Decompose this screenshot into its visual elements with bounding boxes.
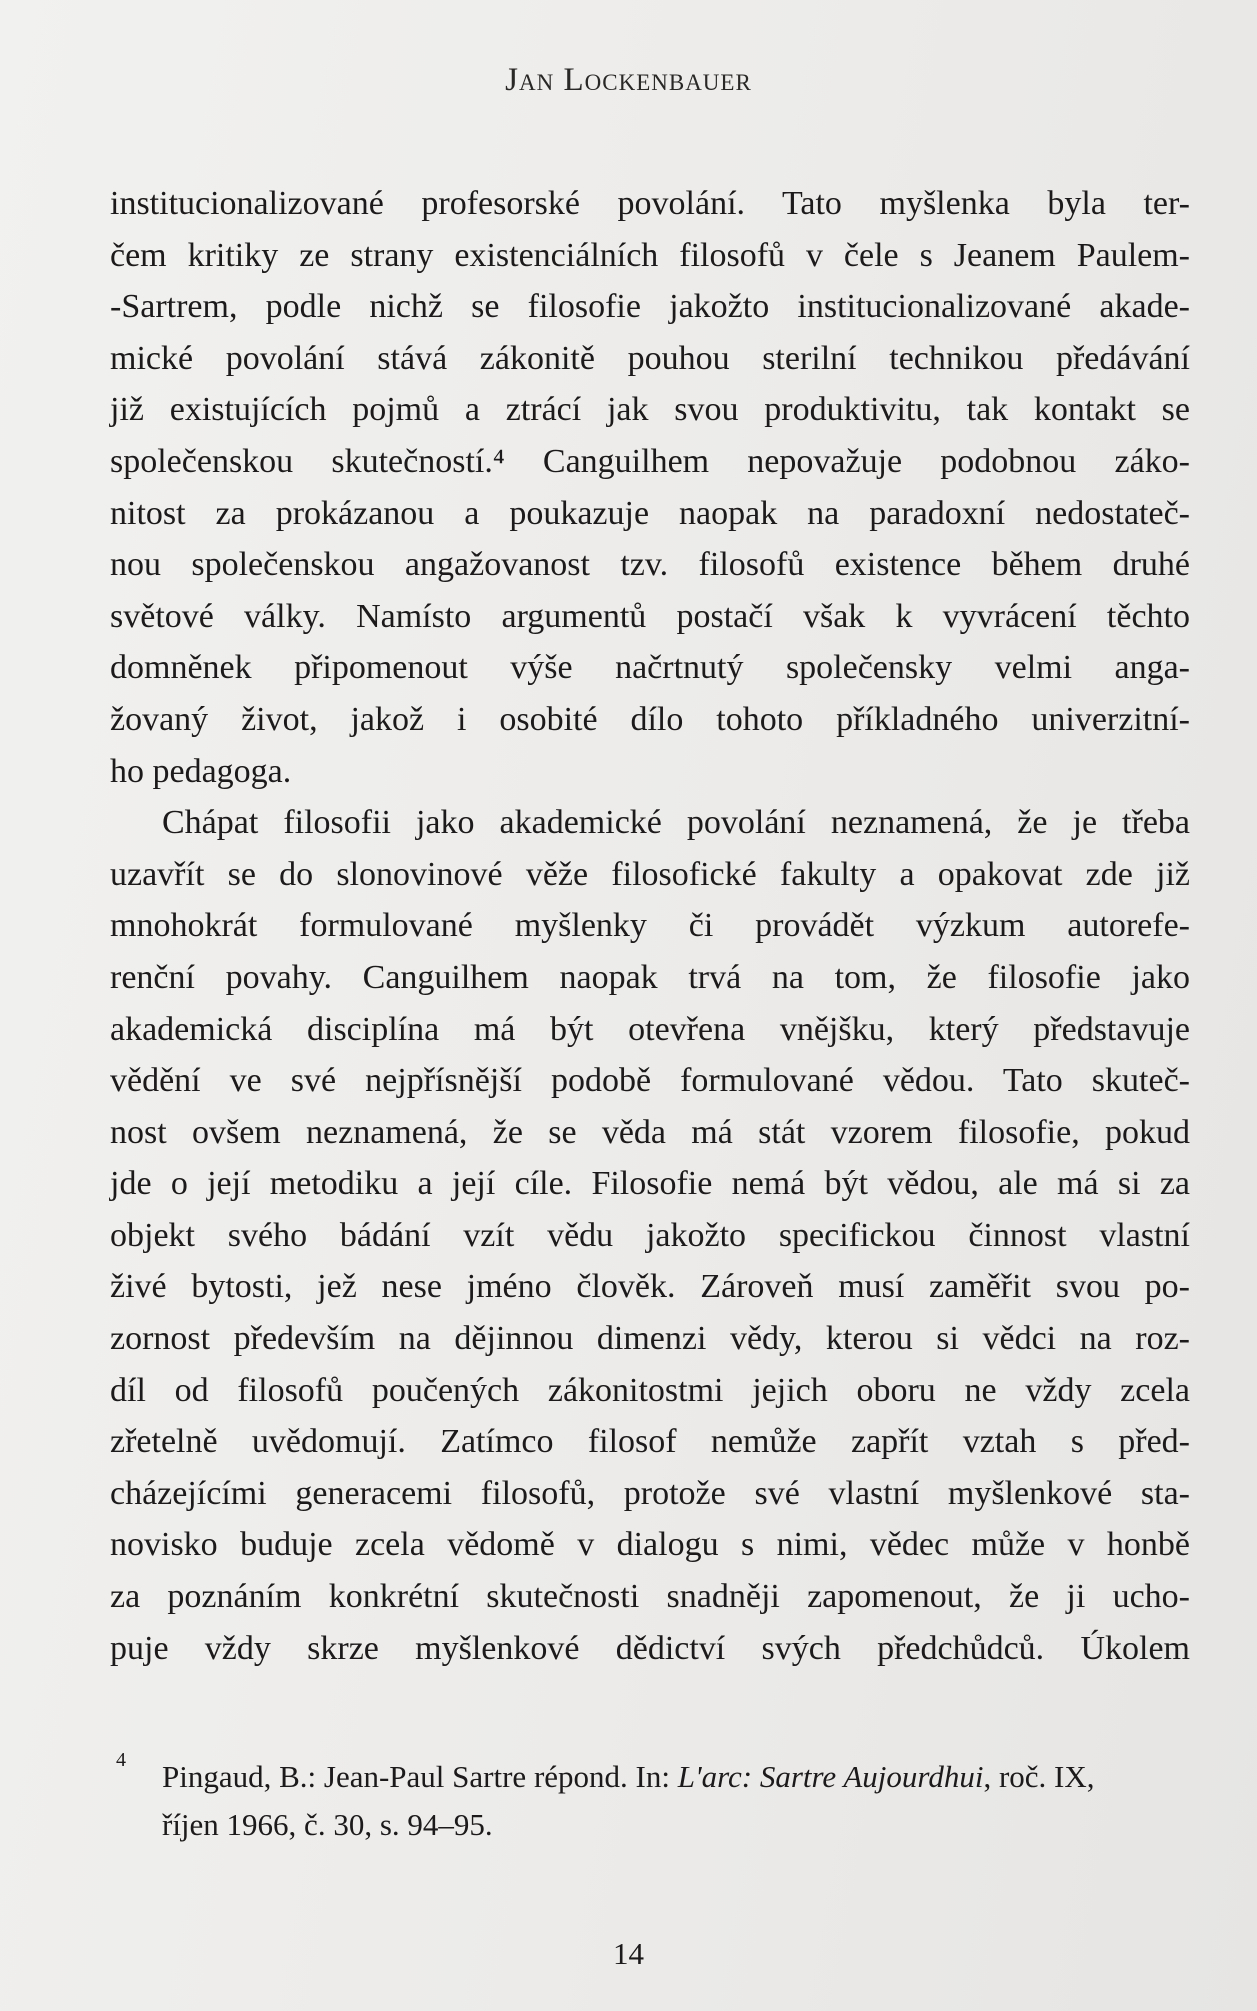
text-line: institucionalizované profesorské povolání. Tato myšlenka byla ter- (110, 185, 1190, 222)
text-line: novisko buduje zcela vědomě v dialogu s nimi, vědec může v honbě (110, 1526, 1190, 1564)
text-line: uzavřít se do slonovinové věže filosofické fakulty a opakovat zde již (110, 855, 1190, 893)
footnote-marker: 4 (116, 1749, 126, 1771)
text-line: díl od filosofů poučených zákonitostmi jejich oboru ne vždy zcela (110, 1371, 1190, 1409)
text-line: za poznáním konkrétní skutečnosti snadněji zapomenout, že ji ucho- (110, 1578, 1190, 1616)
text-line: zornost především na dějinnou dimenzi vědy, kterou si vědci na roz- (110, 1320, 1190, 1358)
text-line: renční povahy. Canguilhem naopak trvá na tom, že filosofie jako (110, 958, 1190, 996)
text-line: akademická disciplína má být otevřena vnějšku, který představuje (110, 1010, 1190, 1048)
text-line: živé bytosti, jež nese jméno člověk. Zároveň musí zaměřit svou po- (110, 1268, 1190, 1306)
text-line: ho pedagoga. (110, 752, 292, 790)
text-line: nou společenskou angažovanost tzv. filosofů existence během druhé (110, 546, 1190, 584)
footnote-journal-title: L'arc: Sartre Aujourdhui (677, 1759, 984, 1794)
text-line: domněnek připomenout výše načrtnutý společensky velmi anga- (110, 649, 1190, 687)
text-line: nost ovšem neznamená, že se věda má stát vzorem filosofie, pokud (110, 1113, 1190, 1151)
text-line: mnohokrát formulované myšlenky či provádět výzkum autorefe- (110, 907, 1190, 945)
running-head: Jan Lockenbauer (505, 62, 752, 98)
text-line: společenskou skutečností.⁴ Canguilhem nepovažuje podobnou záko- (110, 442, 1190, 480)
page-number: 14 (613, 1936, 644, 1971)
text-line: žovaný život, jakož i osobité dílo tohoto příkladného univerzitní- (110, 700, 1190, 738)
text-line: cházejícími generacemi filosofů, protože své vlastní myšlenkové sta- (110, 1474, 1190, 1512)
footnote-text: , roč. IX, (983, 1759, 1095, 1794)
text-line: již existujících pojmů a ztrácí jak svou produktivitu, tak kontakt se (110, 391, 1190, 429)
text-line: mické povolání stává zákonitě pouhou sterilní technikou předávání (110, 339, 1190, 377)
footnote-line (162, 1753, 1190, 1801)
text-line: čem kritiky ze strany existenciálních filosofů v čele s Jeanem Paulem- (110, 236, 1190, 274)
text-line: puje vždy skrze myšlenkové dědictví svých předchůdců. Úkolem (110, 1629, 1190, 1667)
text-line: nitost za prokázanou a poukazuje naopak na paradoxní nedostateč- (110, 494, 1190, 532)
text-line: světové války. Namísto argumentů postačí však k vyvrácení těchto (110, 597, 1190, 635)
text-line: jde o její metodiku a její cíle. Filosofie nemá být vědou, ale má si za (110, 1165, 1190, 1203)
footnote-line: říjen 1966, č. 30, s. 94–95. (162, 1807, 493, 1842)
text-line: zřetelně uvědomují. Zatímco filosof nemůže zapřít vztah s před- (110, 1423, 1190, 1461)
paragraph-first-line: Chápat filosofii jako akademické povolání neznamená, že je třeba (162, 804, 1190, 842)
text-line: vědění ve své nejpřísnější podobě formulované vědou. Tato skuteč- (110, 1062, 1190, 1100)
footnote-text: Pingaud, B.: Jean-Paul Sartre répond. In: (162, 1759, 678, 1794)
footnote (110, 1749, 1190, 1849)
body-text (110, 178, 1190, 1674)
text-line: -Sartrem, podle nichž se filosofie jakožto institucionalizované akade- (110, 288, 1190, 326)
text-line: objekt svého bádání vzít vědu jakožto specifickou činnost vlastní (110, 1216, 1190, 1254)
